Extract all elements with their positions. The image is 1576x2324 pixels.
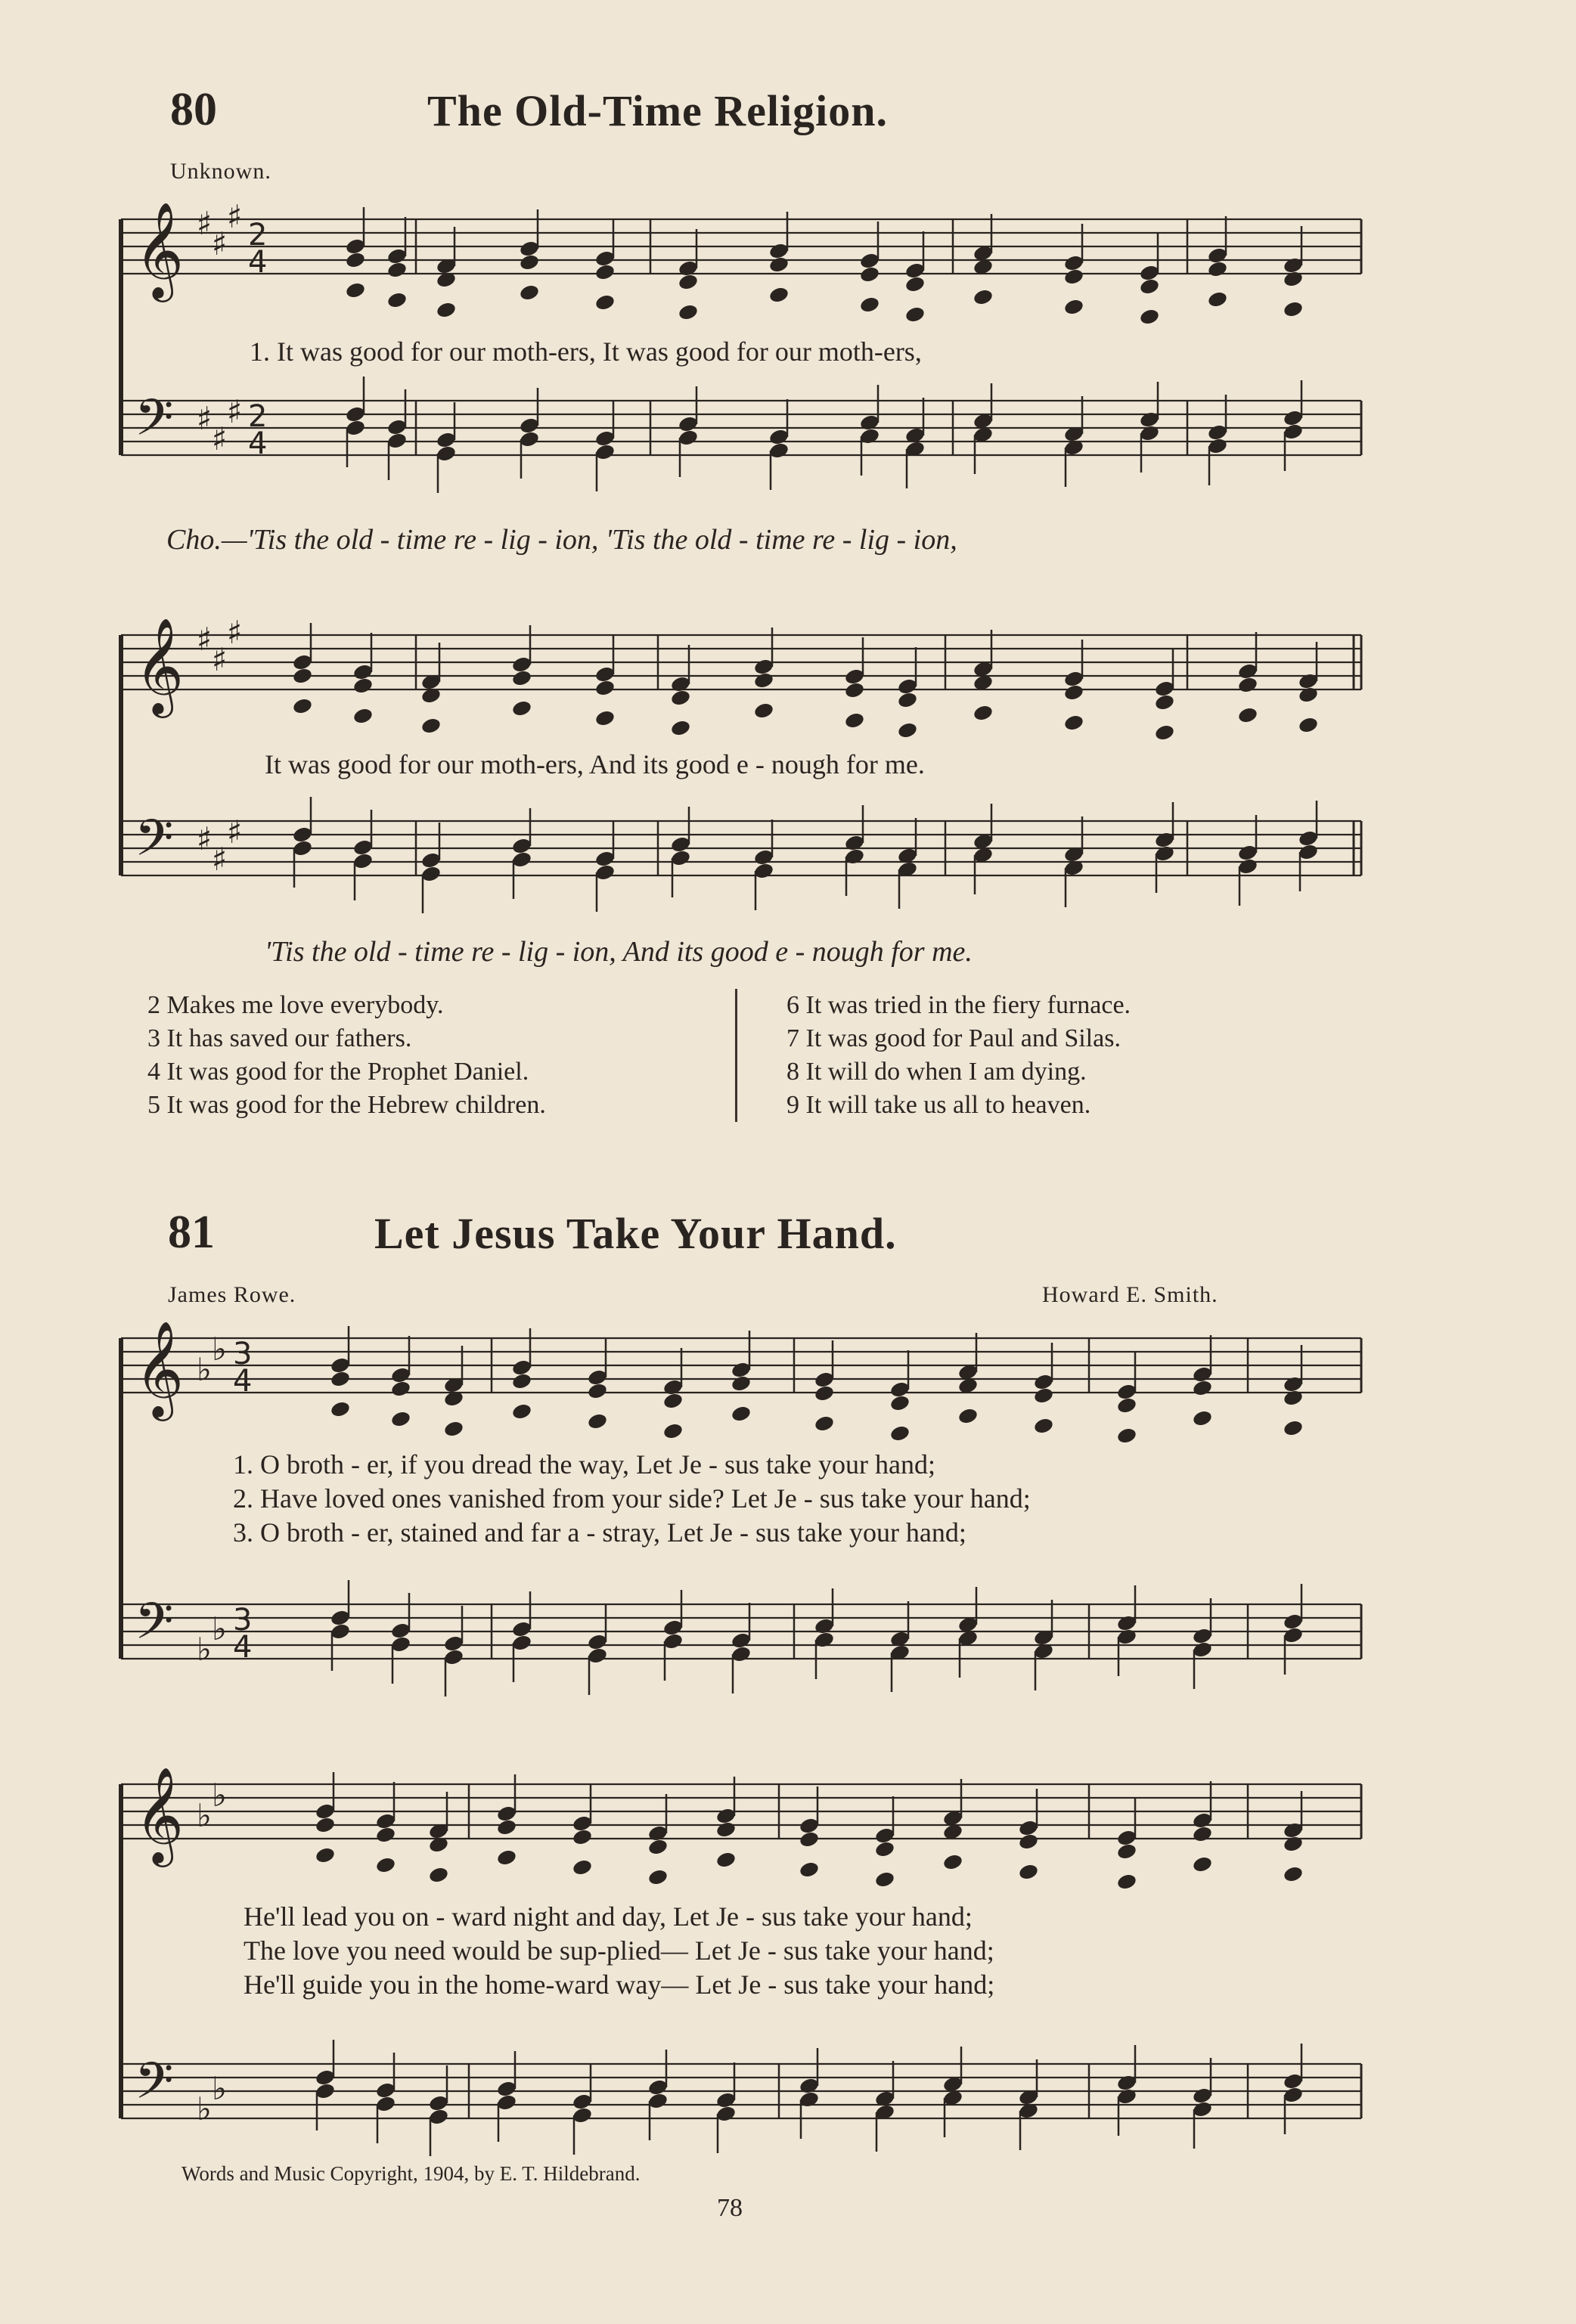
notehead [352, 677, 374, 695]
hymn-80-chorus-line-2: 'Tis the old - time re - lig - ion, And its good e - nough for me. [265, 936, 973, 968]
notehead [390, 1380, 411, 1398]
notehead [1192, 1409, 1213, 1427]
notehead [1207, 290, 1228, 308]
notehead [572, 1858, 593, 1876]
notehead [859, 265, 880, 284]
key-signature-icon: ♭ [197, 1351, 212, 1388]
notehead [1192, 1379, 1213, 1397]
notehead [594, 709, 616, 727]
treble-clef-icon: 𝄞 [135, 201, 185, 298]
notehead [753, 702, 774, 720]
notehead [587, 1382, 608, 1400]
time-signature-top: 3 [233, 1337, 253, 1371]
notehead [768, 286, 790, 304]
stanza-3-line-1: 3. O broth - er, stained and far a - stray, Let Je - sus take your hand; [233, 1517, 966, 1548]
time-signature-bottom: 4 [248, 426, 268, 461]
notehead [662, 1422, 684, 1440]
time-signature-bottom: 4 [233, 1630, 253, 1665]
key-signature-icon: ♯ [197, 400, 213, 437]
verse-2: 2 Makes me love everybody. [147, 991, 444, 1019]
key-signature-icon: ♯ [227, 614, 243, 651]
notehead [1283, 1865, 1304, 1883]
time-signature-bottom: 4 [248, 245, 268, 280]
notehead [496, 1818, 517, 1836]
notehead [1298, 686, 1319, 704]
notehead [768, 256, 790, 274]
notehead [1116, 1427, 1137, 1445]
notehead [443, 1420, 464, 1438]
notehead [897, 691, 918, 709]
notehead [330, 1400, 351, 1418]
notehead [678, 303, 699, 321]
notehead [814, 1415, 835, 1433]
hymn-80-author: Unknown. [170, 159, 271, 184]
notehead [904, 305, 926, 324]
page-number: 78 [717, 2194, 743, 2222]
key-signature-icon: ♯ [227, 813, 243, 851]
hymn-81-author: James Rowe. [168, 1282, 296, 1307]
notehead [375, 1826, 396, 1844]
hymn-80-verse-line-2: It was good for our moth-ers, And its good e - nough for me. [265, 749, 925, 779]
notehead [1192, 1855, 1213, 1873]
notehead [1018, 1833, 1039, 1851]
notehead [375, 1856, 396, 1874]
notehead [511, 699, 532, 717]
notehead [428, 1866, 449, 1884]
stanza-2-line-1: 2. Have loved ones vanished from your side? Let Je - sus take your hand; [233, 1483, 1031, 1514]
copyright-notice: Words and Music Copyright, 1904, by E. T. Hildebrand. [181, 2162, 641, 2185]
notehead [594, 263, 616, 281]
notehead [345, 251, 366, 269]
notehead [678, 273, 699, 291]
key-signature-icon: ♯ [227, 198, 243, 235]
key-signature-icon: ♯ [212, 641, 228, 678]
notehead [315, 1816, 336, 1834]
notehead [942, 1853, 963, 1871]
bass-clef-icon: 𝄢 [135, 2052, 174, 2122]
treble-clef-icon: 𝄞 [135, 1320, 185, 1417]
notehead [496, 1848, 517, 1867]
notehead [731, 1405, 752, 1423]
notehead [647, 1868, 669, 1886]
hymn-title-80: The Old-Time Religion. [427, 86, 889, 135]
notehead [814, 1384, 835, 1402]
bass-clef-icon: 𝄢 [135, 1592, 174, 1662]
key-signature-icon: ♭ [212, 2070, 227, 2107]
notehead [889, 1424, 911, 1442]
notehead [1154, 693, 1175, 711]
notehead [889, 1394, 911, 1412]
notehead [647, 1838, 669, 1856]
notehead [731, 1374, 752, 1393]
stanza-1-line-2: He'll lead you on - ward night and day, Let Je - sus take your hand; [244, 1901, 973, 1932]
notehead [859, 296, 880, 314]
notehead [973, 704, 994, 722]
notehead [1063, 683, 1084, 702]
verse-3: 3 It has saved our fathers. [147, 1024, 412, 1052]
verse-6: 6 It was tried in the fiery furnace. [786, 991, 1131, 1019]
notehead [799, 1830, 820, 1848]
notehead [386, 261, 408, 279]
notehead [1283, 1389, 1304, 1407]
notehead [1283, 1835, 1304, 1853]
time-signature-bottom: 4 [233, 1364, 253, 1399]
notehead [1063, 298, 1084, 316]
notehead [386, 291, 408, 309]
notehead [587, 1412, 608, 1430]
notehead [1116, 1873, 1137, 1891]
notehead [1283, 1419, 1304, 1437]
notehead [315, 1846, 336, 1864]
hymn-title-81: Let Jesus Take Your Hand. [374, 1209, 897, 1258]
key-signature-icon: ♭ [212, 1777, 227, 1814]
notehead [1283, 270, 1304, 288]
hymn-81-stanza-lines-2 [244, 1900, 994, 2002]
notehead [1018, 1863, 1039, 1881]
notehead [1116, 1842, 1137, 1861]
notehead [904, 275, 926, 293]
verse-9: 9 It will take us all to heaven. [786, 1091, 1091, 1119]
key-signature-icon: ♯ [197, 621, 213, 658]
key-signature-icon: ♭ [212, 1331, 227, 1368]
notehead [519, 253, 540, 271]
hymn-81-stanza-lines-1 [233, 1448, 1031, 1550]
notehead [1298, 716, 1319, 734]
notehead [1063, 714, 1084, 732]
key-signature-icon: ♯ [197, 820, 213, 857]
notehead [753, 671, 774, 689]
notehead [1033, 1387, 1054, 1405]
notehead [594, 293, 616, 311]
notehead [973, 288, 994, 306]
hymn-80-verses-right [786, 989, 1131, 1122]
hymn-81-composer: Howard E. Smith. [1042, 1282, 1218, 1307]
key-signature-icon: ♭ [212, 1610, 227, 1647]
notehead [897, 721, 918, 739]
stanza-1-line-1: 1. O broth - er, if you dread the way, Let Je - sus take your hand; [233, 1449, 935, 1480]
verses-divider [735, 989, 737, 1122]
notehead [390, 1410, 411, 1428]
hymn-number-81: 81 [168, 1207, 215, 1258]
notehead [1192, 1825, 1213, 1843]
key-signature-icon: ♯ [212, 841, 228, 878]
notehead [874, 1840, 895, 1858]
notehead [1237, 676, 1258, 694]
notehead [670, 689, 691, 707]
notehead [844, 711, 865, 730]
notehead [799, 1861, 820, 1879]
verse-8: 8 It will do when I am dying. [786, 1058, 1087, 1086]
notehead [1116, 1396, 1137, 1415]
hymn-80-chorus-line-1: Cho.—'Tis the old - time re - lig - ion, 'Tis the old - time re - lig - ion, [166, 524, 957, 556]
notehead [715, 1851, 737, 1869]
bass-clef-icon: 𝄢 [135, 809, 174, 879]
notehead [715, 1820, 737, 1839]
notehead [420, 717, 442, 735]
verse-7: 7 It was good for Paul and Silas. [786, 1024, 1121, 1052]
notehead [594, 679, 616, 697]
notehead [670, 719, 691, 737]
notehead [1063, 268, 1084, 286]
notehead [874, 1870, 895, 1889]
notehead [436, 301, 457, 319]
notehead [292, 697, 313, 715]
key-signature-icon: ♯ [212, 420, 228, 457]
key-signature-icon: ♯ [197, 205, 213, 242]
notehead [1154, 724, 1175, 742]
notehead [511, 1372, 532, 1390]
notehead [330, 1370, 351, 1388]
notehead [1033, 1417, 1054, 1435]
stanza-3-line-2: He'll guide you in the home-ward way— Let Je - sus take your hand; [244, 1969, 995, 2000]
hymn-number-80: 80 [170, 84, 217, 135]
notehead [352, 707, 374, 725]
notehead [1283, 300, 1304, 318]
key-signature-icon: ♭ [197, 2090, 212, 2127]
treble-clef-icon: 𝄞 [135, 1766, 185, 1863]
notehead [1139, 308, 1160, 326]
notehead [1237, 706, 1258, 724]
time-signature-top: 3 [233, 1603, 253, 1638]
notehead [519, 284, 540, 302]
notehead [957, 1407, 979, 1425]
verse-5: 5 It was good for the Hebrew children. [147, 1091, 546, 1119]
notehead [292, 667, 313, 685]
notehead [844, 681, 865, 699]
stanza-2-line-2: The love you need would be sup-plied— Let Je - sus take your hand; [244, 1935, 994, 1966]
notehead [511, 669, 532, 687]
notehead [572, 1828, 593, 1846]
verse-4: 4 It was good for the Prophet Daniel. [147, 1058, 529, 1086]
key-signature-icon: ♭ [197, 1631, 212, 1668]
hymn-80-verses-left [147, 989, 546, 1122]
time-signature-top: 2 [248, 218, 268, 253]
hymn-80-verse-line-1: 1. It was good for our moth-ers, It was good for our moth-ers, [250, 336, 922, 367]
time-signature-top: 2 [248, 399, 268, 434]
key-signature-icon: ♭ [197, 1797, 212, 1834]
notehead [1139, 277, 1160, 296]
notehead [1207, 260, 1228, 278]
treble-clef-icon: 𝄞 [135, 617, 185, 714]
notehead [511, 1402, 532, 1421]
notehead [345, 281, 366, 299]
bass-clef-icon: 𝄢 [135, 389, 174, 459]
notehead [662, 1392, 684, 1410]
key-signature-icon: ♯ [212, 225, 228, 262]
key-signature-icon: ♯ [227, 393, 243, 430]
